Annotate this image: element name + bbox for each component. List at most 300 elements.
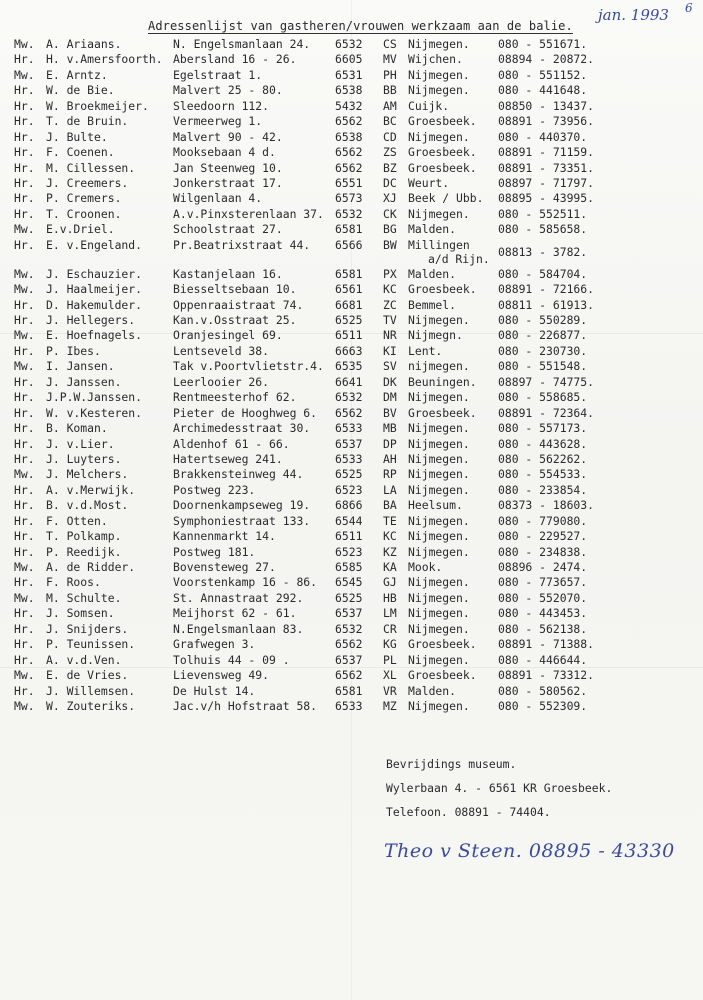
street-address: Abersland 16 - 26. bbox=[173, 52, 297, 67]
list-row bbox=[0, 68, 703, 83]
phone-number: 08891 - 71388. bbox=[498, 637, 595, 652]
person-name: J. Eschauzier. bbox=[46, 266, 143, 281]
person-name: P. Ibes. bbox=[46, 343, 101, 358]
street-address: Voorstenkamp 16 - 86. bbox=[173, 575, 318, 590]
city: Groesbeek. bbox=[408, 668, 477, 683]
phone-number: 080 - 234838. bbox=[498, 544, 588, 559]
street-address: Doornenkampseweg 19. bbox=[173, 498, 311, 513]
salutation: Hr. bbox=[14, 652, 35, 667]
phone-number: 08891 - 71159. bbox=[498, 145, 595, 160]
street-address: Wilgenlaan 4. bbox=[173, 191, 263, 206]
street-address: Grafwegen 3. bbox=[173, 637, 256, 652]
postcode-letters: NR bbox=[383, 328, 397, 343]
postcode-digits: 6523 bbox=[335, 482, 363, 497]
phone-number: 08891 - 73956. bbox=[498, 114, 595, 129]
salutation: Hr. bbox=[14, 390, 35, 405]
person-name: P. Teunissen. bbox=[46, 637, 136, 652]
person-name: W. v.Kesteren. bbox=[46, 405, 143, 420]
person-name: B. v.d.Most. bbox=[46, 498, 129, 513]
postcode-letters: BA bbox=[383, 498, 397, 513]
phone-number: 080 - 443453. bbox=[498, 606, 588, 621]
postcode-digits: 5432 bbox=[335, 98, 363, 113]
person-name: E. Hoefnagels. bbox=[46, 328, 143, 343]
city: Nijmegen. bbox=[408, 529, 470, 544]
postcode-letters: SV bbox=[383, 359, 397, 374]
postcode-digits: 6523 bbox=[335, 544, 363, 559]
footer-organization: Bevrijdings museum. bbox=[386, 757, 517, 771]
person-name: T. Croonen. bbox=[46, 206, 122, 221]
city: Nijmegen. bbox=[408, 467, 470, 482]
person-name: T. de Bruin. bbox=[46, 114, 129, 129]
salutation: Mw. bbox=[14, 222, 35, 237]
postcode-letters: ZC bbox=[383, 297, 397, 312]
postcode-digits: 6533 bbox=[335, 451, 363, 466]
city: Nijmegen. bbox=[408, 621, 470, 636]
phone-number: 080 - 562138. bbox=[498, 621, 588, 636]
phone-number: 080 - 773657. bbox=[498, 575, 588, 590]
postcode-digits: 6532 bbox=[335, 390, 363, 405]
person-name: J. Janssen. bbox=[46, 374, 122, 389]
phone-number: 080 - 552511. bbox=[498, 206, 588, 221]
postcode-digits: 6562 bbox=[335, 145, 363, 160]
postcode-digits: 6866 bbox=[335, 498, 363, 513]
salutation: Hr. bbox=[14, 343, 35, 358]
postcode-digits: 6585 bbox=[335, 560, 363, 574]
postcode-digits: 6538 bbox=[335, 83, 363, 98]
list-row bbox=[0, 498, 703, 513]
phone-number: 080 - 226877. bbox=[498, 328, 588, 343]
city: Malden. bbox=[408, 266, 457, 281]
person-name: W. Zouteriks. bbox=[46, 698, 136, 713]
street-address: Vermeerweg 1. bbox=[173, 114, 263, 129]
phone-number: 08850 - 13437. bbox=[498, 98, 595, 113]
salutation: Mw. bbox=[14, 590, 35, 605]
city: Groesbeek. bbox=[408, 114, 477, 129]
list-row bbox=[0, 313, 703, 328]
city: Nijmegen. bbox=[408, 421, 470, 436]
phone-number: 08894 - 20872. bbox=[498, 52, 595, 67]
postcode-digits: 6663 bbox=[335, 343, 363, 358]
postcode-letters: KZ bbox=[383, 544, 397, 559]
list-row bbox=[0, 130, 703, 145]
list-row bbox=[0, 207, 703, 222]
city: Malden. bbox=[408, 683, 457, 698]
list-row bbox=[0, 238, 703, 267]
postcode-digits: 6562 bbox=[335, 405, 363, 420]
phone-number: 080 - 446644. bbox=[498, 652, 588, 667]
person-name: E. v.Engeland. bbox=[46, 237, 143, 252]
salutation: Hr. bbox=[14, 606, 35, 621]
postcode-digits: 6532 bbox=[335, 206, 363, 221]
phone-number: 080 - 443628. bbox=[498, 436, 588, 451]
street-address: Archimedesstraat 30. bbox=[173, 421, 311, 436]
list-row bbox=[0, 529, 703, 544]
postcode-digits: 6573 bbox=[335, 191, 363, 206]
phone-number: 080 - 441648. bbox=[498, 83, 588, 98]
postcode-letters: MB bbox=[383, 421, 397, 436]
phone-number: 08373 - 18603. bbox=[498, 498, 595, 513]
list-row bbox=[0, 606, 703, 621]
person-name: A. v.Merwijk. bbox=[46, 482, 136, 497]
city: Nijmegn. bbox=[408, 328, 463, 343]
street-address: Oppenraaistraat 74. bbox=[173, 297, 304, 312]
city: Nijmegen. bbox=[408, 698, 470, 713]
person-name: E. de Vries. bbox=[46, 668, 129, 683]
street-address: Rentmeesterhof 62. bbox=[173, 390, 297, 405]
phone-number: 08897 - 71797. bbox=[498, 175, 595, 190]
list-row bbox=[0, 359, 703, 374]
postcode-digits: 6533 bbox=[335, 698, 363, 713]
street-address: Leerlooier 26. bbox=[173, 374, 270, 389]
postcode-digits: 6525 bbox=[335, 590, 363, 605]
salutation: Hr. bbox=[14, 145, 35, 160]
salutation: Hr. bbox=[14, 237, 35, 252]
salutation: Mw. bbox=[14, 37, 35, 51]
postcode-digits: 6525 bbox=[335, 313, 363, 327]
postcode-digits: 6535 bbox=[335, 359, 363, 374]
street-address: Pr.Beatrixstraat 44. bbox=[173, 237, 311, 252]
salutation: Hr. bbox=[14, 206, 35, 221]
postcode-letters: AM bbox=[383, 98, 397, 113]
list-row bbox=[0, 222, 703, 237]
phone-number: 080 - 440370. bbox=[498, 129, 588, 144]
city: Beek / Ubb. bbox=[408, 191, 484, 206]
postcode-letters: XJ bbox=[383, 191, 397, 206]
postcode-letters: DK bbox=[383, 374, 397, 389]
list-row bbox=[0, 145, 703, 160]
postcode-digits: 6533 bbox=[335, 421, 363, 436]
list-row bbox=[0, 37, 703, 52]
city: Malden. bbox=[408, 222, 457, 237]
salutation: Hr. bbox=[14, 637, 35, 652]
city: Nijmegen. bbox=[408, 37, 470, 51]
salutation: Hr. bbox=[14, 575, 35, 590]
street-address: Oranjesingel 69. bbox=[173, 328, 283, 343]
list-row bbox=[0, 191, 703, 206]
list-row bbox=[0, 176, 703, 191]
phone-number: 080 - 554533. bbox=[498, 467, 588, 482]
phone-number: 08896 - 2474. bbox=[498, 560, 588, 574]
street-address: St. Annastraat 292. bbox=[173, 590, 304, 605]
salutation: Hr. bbox=[14, 621, 35, 636]
person-name: J. Snijders. bbox=[46, 621, 129, 636]
postcode-digits: 6511 bbox=[335, 328, 363, 343]
street-address: Tak v.Poortvlietstr.4. bbox=[173, 359, 324, 374]
postcode-letters: XL bbox=[383, 668, 397, 683]
street-address: Postweg 223. bbox=[173, 482, 256, 497]
postcode-letters: DP bbox=[383, 436, 397, 451]
list-row bbox=[0, 467, 703, 482]
postcode-digits: 6531 bbox=[335, 67, 363, 82]
list-row bbox=[0, 298, 703, 313]
list-row bbox=[0, 375, 703, 390]
postcode-letters: BV bbox=[383, 405, 397, 420]
person-name: J. Luyters. bbox=[46, 451, 122, 466]
city: Nijmegen. bbox=[408, 451, 470, 466]
phone-number: 080 - 558685. bbox=[498, 390, 588, 405]
list-row bbox=[0, 83, 703, 98]
city: Nijmegen. bbox=[408, 513, 470, 528]
postcode-letters: ZS bbox=[383, 145, 397, 160]
person-name: J. v.Lier. bbox=[46, 436, 115, 451]
person-name: M. Schulte. bbox=[46, 590, 122, 605]
person-name: T. Polkamp. bbox=[46, 529, 122, 544]
city: Millingen bbox=[408, 237, 470, 252]
salutation: Hr. bbox=[14, 98, 35, 113]
city: Nijmegen. bbox=[408, 544, 470, 559]
street-address: Hatertseweg 241. bbox=[173, 451, 283, 466]
city: Nijmegen. bbox=[408, 575, 470, 590]
postcode-digits: 6561 bbox=[335, 282, 363, 297]
city: Nijmegen. bbox=[408, 436, 470, 451]
city: Nijmegen. bbox=[408, 606, 470, 621]
person-name: F. Otten. bbox=[46, 513, 108, 528]
person-name: J. Melchers. bbox=[46, 467, 129, 482]
list-row bbox=[0, 267, 703, 282]
salutation: Hr. bbox=[14, 160, 35, 175]
postcode-letters: KG bbox=[383, 637, 397, 652]
page-number: 6 bbox=[685, 1, 693, 15]
phone-number: 080 - 233854. bbox=[498, 482, 588, 497]
person-name: D. Hakemulder. bbox=[46, 297, 143, 312]
postcode-digits: 6551 bbox=[335, 175, 363, 190]
phone-number: 080 - 562262. bbox=[498, 451, 588, 466]
street-address: Egelstraat 1. bbox=[173, 67, 263, 82]
postcode-digits: 6562 bbox=[335, 160, 363, 175]
postcode-digits: 6537 bbox=[335, 606, 363, 621]
salutation: Mw. bbox=[14, 668, 35, 683]
phone-number: 08811 - 61913. bbox=[498, 297, 595, 312]
postcode-letters: BZ bbox=[383, 160, 397, 175]
person-name: F. Roos. bbox=[46, 575, 101, 590]
street-address: Pieter de Hooghweg 6. bbox=[173, 405, 318, 420]
postcode-digits: 6562 bbox=[335, 114, 363, 129]
postcode-digits: 6562 bbox=[335, 668, 363, 683]
person-name: P. Cremers. bbox=[46, 191, 122, 206]
postcode-letters: RP bbox=[383, 467, 397, 482]
salutation: Hr. bbox=[14, 114, 35, 129]
postcode-letters: KI bbox=[383, 343, 397, 358]
street-address: Tolhuis 44 - 09 . bbox=[173, 652, 290, 667]
person-name: E.v.Driel. bbox=[46, 222, 115, 237]
phone-number: 08897 - 74775. bbox=[498, 374, 595, 389]
street-address: Aldenhof 61 - 66. bbox=[173, 436, 290, 451]
city: Mook. bbox=[408, 560, 443, 574]
list-row bbox=[0, 114, 703, 129]
postcode-letters: LM bbox=[383, 606, 397, 621]
salutation: Hr. bbox=[14, 498, 35, 513]
postcode-letters: BB bbox=[383, 83, 397, 98]
postcode-digits: 6532 bbox=[335, 37, 363, 51]
phone-number: 080 - 557173. bbox=[498, 421, 588, 436]
postcode-letters: MZ bbox=[383, 698, 397, 713]
footer-address: Wylerbaan 4. - 6561 KR Groesbeek. bbox=[386, 781, 613, 795]
person-name: J. Hellegers. bbox=[46, 313, 136, 327]
list-row bbox=[0, 653, 703, 668]
postcode-digits: 6525 bbox=[335, 467, 363, 482]
phone-number: 080 - 230730. bbox=[498, 343, 588, 358]
salutation: Hr. bbox=[14, 374, 35, 389]
postcode-letters: MV bbox=[383, 52, 397, 67]
postcode-letters: BC bbox=[383, 114, 397, 129]
phone-number: 08891 - 73351. bbox=[498, 160, 595, 175]
address-list bbox=[0, 37, 703, 714]
city: Heelsum. bbox=[408, 498, 463, 513]
list-row bbox=[0, 684, 703, 699]
postcode-digits: 6537 bbox=[335, 652, 363, 667]
postcode-letters: BG bbox=[383, 222, 397, 237]
salutation: Hr. bbox=[14, 52, 35, 67]
city: Beuningen. bbox=[408, 374, 477, 389]
street-address: Malvert 90 - 42. bbox=[173, 129, 283, 144]
list-row bbox=[0, 560, 703, 575]
postcode-letters: KC bbox=[383, 282, 397, 297]
postcode-letters: KC bbox=[383, 529, 397, 544]
postcode-letters: VR bbox=[383, 683, 397, 698]
phone-number: 08891 - 73312. bbox=[498, 668, 595, 683]
person-name: J.P.W.Janssen. bbox=[46, 390, 143, 405]
street-address: Kannenmarkt 14. bbox=[173, 529, 276, 544]
city: Nijmegen. bbox=[408, 482, 470, 497]
street-address: Bovensteweg 27. bbox=[173, 560, 276, 574]
street-address: Jac.v/h Hofstraat 58. bbox=[173, 698, 318, 713]
salutation: Mw. bbox=[14, 328, 35, 343]
street-address: Postweg 181. bbox=[173, 544, 256, 559]
phone-number: 08891 - 72166. bbox=[498, 282, 595, 297]
salutation: Hr. bbox=[14, 436, 35, 451]
city: Nijmegen. bbox=[408, 313, 470, 327]
postcode-digits: 6581 bbox=[335, 683, 363, 698]
postcode-letters: AH bbox=[383, 451, 397, 466]
list-row bbox=[0, 390, 703, 405]
document-title: Adressenlijst van gastheren/vrouwen werkzaam aan de balie. bbox=[148, 19, 573, 33]
postcode-letters: DC bbox=[383, 175, 397, 190]
person-name: A. v.d.Ven. bbox=[46, 652, 122, 667]
salutation: Hr. bbox=[14, 683, 35, 698]
phone-number: 080 - 584704. bbox=[498, 266, 588, 281]
handwritten-note: Theo v Steen. 08895 - 43330 bbox=[384, 840, 675, 862]
street-address: Malvert 25 - 80. bbox=[173, 83, 283, 98]
list-row bbox=[0, 483, 703, 498]
street-address: Mooksebaan 4 d. bbox=[173, 145, 276, 160]
list-row bbox=[0, 699, 703, 714]
city: Nijmegen. bbox=[408, 83, 470, 98]
list-row bbox=[0, 622, 703, 637]
postcode-digits: 6605 bbox=[335, 52, 363, 67]
postcode-digits: 6544 bbox=[335, 513, 363, 528]
person-name: E. Arntz. bbox=[46, 67, 108, 82]
salutation: Mw. bbox=[14, 266, 35, 281]
footer-address-block bbox=[386, 752, 612, 824]
phone-number: 080 - 229527. bbox=[498, 529, 588, 544]
postcode-digits: 6641 bbox=[335, 374, 363, 389]
city: Wijchen. bbox=[408, 52, 463, 67]
phone-number: 080 - 552070. bbox=[498, 590, 588, 605]
phone-number: 080 - 551152. bbox=[498, 67, 588, 82]
salutation: Hr. bbox=[14, 529, 35, 544]
postcode-letters: BW bbox=[383, 237, 397, 252]
street-address: Jan Steenweg 10. bbox=[173, 160, 283, 175]
city: nijmegen. bbox=[408, 359, 470, 374]
person-name: A. de Ridder. bbox=[46, 560, 136, 574]
salutation: Hr. bbox=[14, 544, 35, 559]
city: Groesbeek. bbox=[408, 145, 477, 160]
salutation: Mw. bbox=[14, 67, 35, 82]
person-name: A. Ariaans. bbox=[46, 37, 122, 51]
street-address: Brakkensteinweg 44. bbox=[173, 467, 304, 482]
city: Nijmegen. bbox=[408, 67, 470, 82]
street-address: Lentseveld 38. bbox=[173, 343, 270, 358]
salutation: Hr. bbox=[14, 129, 35, 144]
phone-number: 080 - 551671. bbox=[498, 37, 588, 51]
street-address: Schoolstraat 27. bbox=[173, 222, 283, 237]
city: Cuijk. bbox=[408, 98, 450, 113]
phone-number: 080 - 551548. bbox=[498, 359, 588, 374]
list-row bbox=[0, 99, 703, 114]
salutation: Mw. bbox=[14, 282, 35, 297]
list-row bbox=[0, 161, 703, 176]
list-row bbox=[0, 452, 703, 467]
street-address: Kan.v.Osstraat 25. bbox=[173, 313, 297, 327]
salutation: Hr. bbox=[14, 482, 35, 497]
street-address: De Hulst 14. bbox=[173, 683, 256, 698]
phone-number: 080 - 550289. bbox=[498, 313, 588, 327]
phone-number: 08891 - 72364. bbox=[498, 405, 595, 420]
street-address: Meijhorst 62 - 61. bbox=[173, 606, 297, 621]
street-address: Kastanjelaan 16. bbox=[173, 266, 283, 281]
phone-number: 080 - 552309. bbox=[498, 698, 588, 713]
person-name: J. Bulte. bbox=[46, 129, 108, 144]
street-address: N.Engelsmanlaan 83. bbox=[173, 621, 304, 636]
salutation: Hr. bbox=[14, 297, 35, 312]
phone-number: 080 - 779080. bbox=[498, 513, 588, 528]
person-name: W. Broekmeijer. bbox=[46, 98, 149, 113]
postcode-letters: CS bbox=[383, 37, 397, 51]
city: Nijmegen. bbox=[408, 590, 470, 605]
salutation: Mw. bbox=[14, 359, 35, 374]
person-name: W. de Bie. bbox=[46, 83, 115, 98]
postcode-letters: CD bbox=[383, 129, 397, 144]
city: Nijmegen. bbox=[408, 652, 470, 667]
handwritten-date: jan. 1993 bbox=[598, 6, 669, 24]
city: Groesbeek. bbox=[408, 160, 477, 175]
phone-number: 08895 - 43995. bbox=[498, 191, 595, 206]
postcode-letters: GJ bbox=[383, 575, 397, 590]
salutation: Hr. bbox=[14, 313, 35, 327]
salutation: Hr. bbox=[14, 513, 35, 528]
postcode-letters: PX bbox=[383, 266, 397, 281]
salutation: Hr. bbox=[14, 405, 35, 420]
postcode-letters: PL bbox=[383, 652, 397, 667]
list-row bbox=[0, 591, 703, 606]
postcode-digits: 6566 bbox=[335, 237, 363, 252]
postcode-letters: LA bbox=[383, 482, 397, 497]
person-name: M. Cillessen. bbox=[46, 160, 136, 175]
city: Nijmegen. bbox=[408, 206, 470, 221]
phone-number: 080 - 585658. bbox=[498, 222, 588, 237]
list-row bbox=[0, 637, 703, 652]
footer-phone: Telefoon. 08891 - 74404. bbox=[386, 805, 551, 819]
person-name: H. v.Amersfoorth. bbox=[46, 52, 163, 67]
salutation: Hr. bbox=[14, 83, 35, 98]
salutation: Hr. bbox=[14, 451, 35, 466]
salutation: Hr. bbox=[14, 191, 35, 206]
city: Groesbeek. bbox=[408, 405, 477, 420]
city: Groesbeek. bbox=[408, 637, 477, 652]
postcode-digits: 6532 bbox=[335, 621, 363, 636]
title-underline bbox=[148, 33, 573, 34]
person-name: B. Koman. bbox=[46, 421, 108, 436]
